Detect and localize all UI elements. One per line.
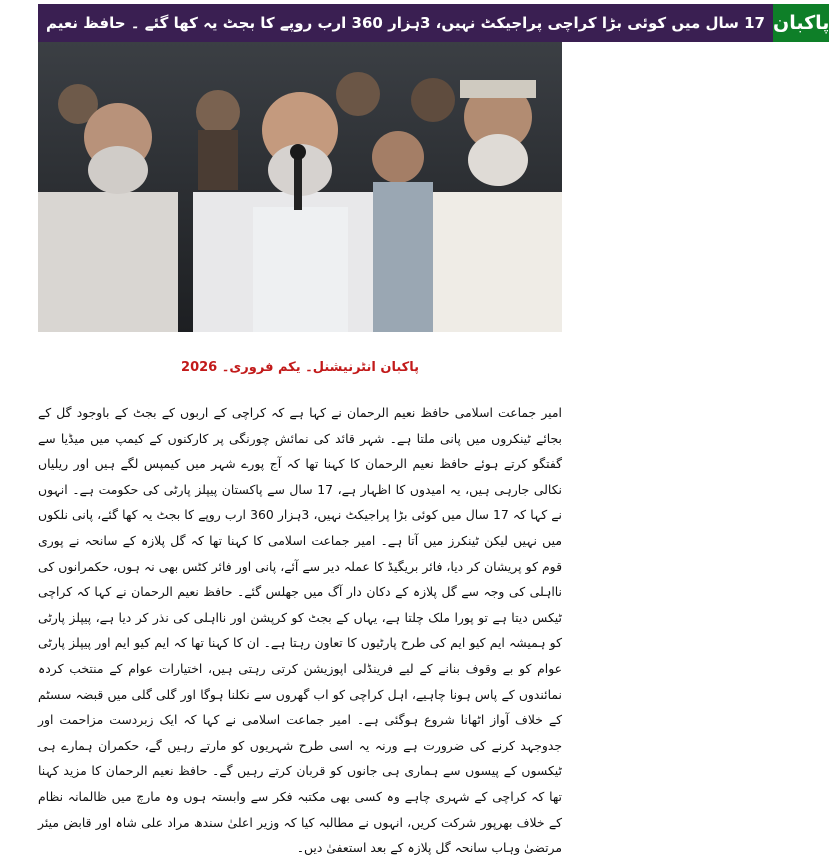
article-paragraph: امیر جماعت اسلامی حافظ نعیم الرحمان نے کہا ہے کہ کراچی کے اربوں کے بجٹ کے باوجود گل کے بجائے ٹینکروں میں پانی ملتا ہے۔ شہر قائد کی نمائش چورنگی پر کارکنوں کے کیمپ میں میڈیا سے گفتگو کرتے ہوئے حافظ نعیم الرحمان کا کہنا تھا کہ آج پورے شہر میں کیمپس لگے ہیں اور ریلیاں نکالی جارہی ہیں، یہ امیدوں کا اظہار ہے، 17 سال سے پاکستان پیپلز پارٹی کی حکومت ہے۔ انہوں نے کہا کہ 17 سال میں کوئی بڑا پراجیکٹ نہیں، 3ہزار 360 ارب روپے کا بجٹ یہ کھا گئے، پانی نلکوں میں نہیں لیکن ٹینکرز میں آتا ہے۔ امیر جماعت اسلامی کا کہنا تھا کہ گل پلازہ کے سانحہ نے پوری قوم کو پریشان کر دیا، فائر بریگیڈ کا عملہ دیر سے آئے، پانی اور فائر کٹس بھی نہ ہوں، حکمرانوں کی نااہلی کی وجہ سے گل پلازہ کے دکان دار آگ میں جھلس گئے۔ حافظ نعیم الرحمان نے کہا کہ کراچی ٹیکس دیتا ہے تو پورا ملک چلتا ہے، یہاں کے بجٹ کو کرپشن اور نااہلی کی نذر کر دیا ہے، پیپلز پارٹی کو ہمیشہ ایم کیو ایم کی طرح پارٹیوں کا تعاون رہتا ہے۔ ان کا کہنا تھا کہ ایم کیو ایم اور پیپلز پارٹی عوام کو بے وقوف بنانے کے لیے فرینڈلی اپوزیشن کرتی رہتی ہیں، اختیارات عوام کے منتخب کردہ نمائندوں کے پاس ہونا چاہیے، اہل کراچی کو اب گھروں سے نکلنا ہوگا اور گلی گلی میں قبضہ سسٹم کے خلاف آواز اٹھانا شروع ہوگئی ہے۔ امیر جماعت اسلامی نے کہا کہ ایک زبردست مزاحمت اور جدوجہد کرنے کی ضرورت ہے ورنہ یہ اسی طرح شہریوں کو مارتے رہیں گے، حکمران ہمارے ہی ٹیکسوں کے پیسوں سے ہماری ہی جانوں کو قربان کرتے رہیں گے۔ حافظ نعیم الرحمان کا مزید کہنا تھا کہ کراچی کے شہری چاہے وہ کسی بھی مکتبہ فکر سے وابستہ ہوں وہ مارچ میں ظالمانہ نظام کے خلاف بھرپور شرکت کریں، انہوں نے مطالبہ کیا کہ وزیر اعلیٰ سندھ مراد علی شاہ اور قابض میئر مرتضیٰ وہاب سانحہ گل پلازہ کے بعد استعفیٰ دیں۔ (38, 405, 562, 856)
headline-banner (38, 4, 829, 42)
news-photo (38, 42, 562, 332)
article-body (38, 400, 562, 861)
headline: 17 سال میں کوئی بڑا کراچی پراجیکٹ نہیں، 3ہزار 360 ارب روپے کا بجٹ یہ کھا گئے ۔ حافظ نعیم (38, 4, 773, 42)
brand-logo: پاکبان (773, 4, 829, 42)
dateline: پاکبان انٹرنیشنل۔ یکم فروری۔ 2026 (181, 360, 419, 375)
